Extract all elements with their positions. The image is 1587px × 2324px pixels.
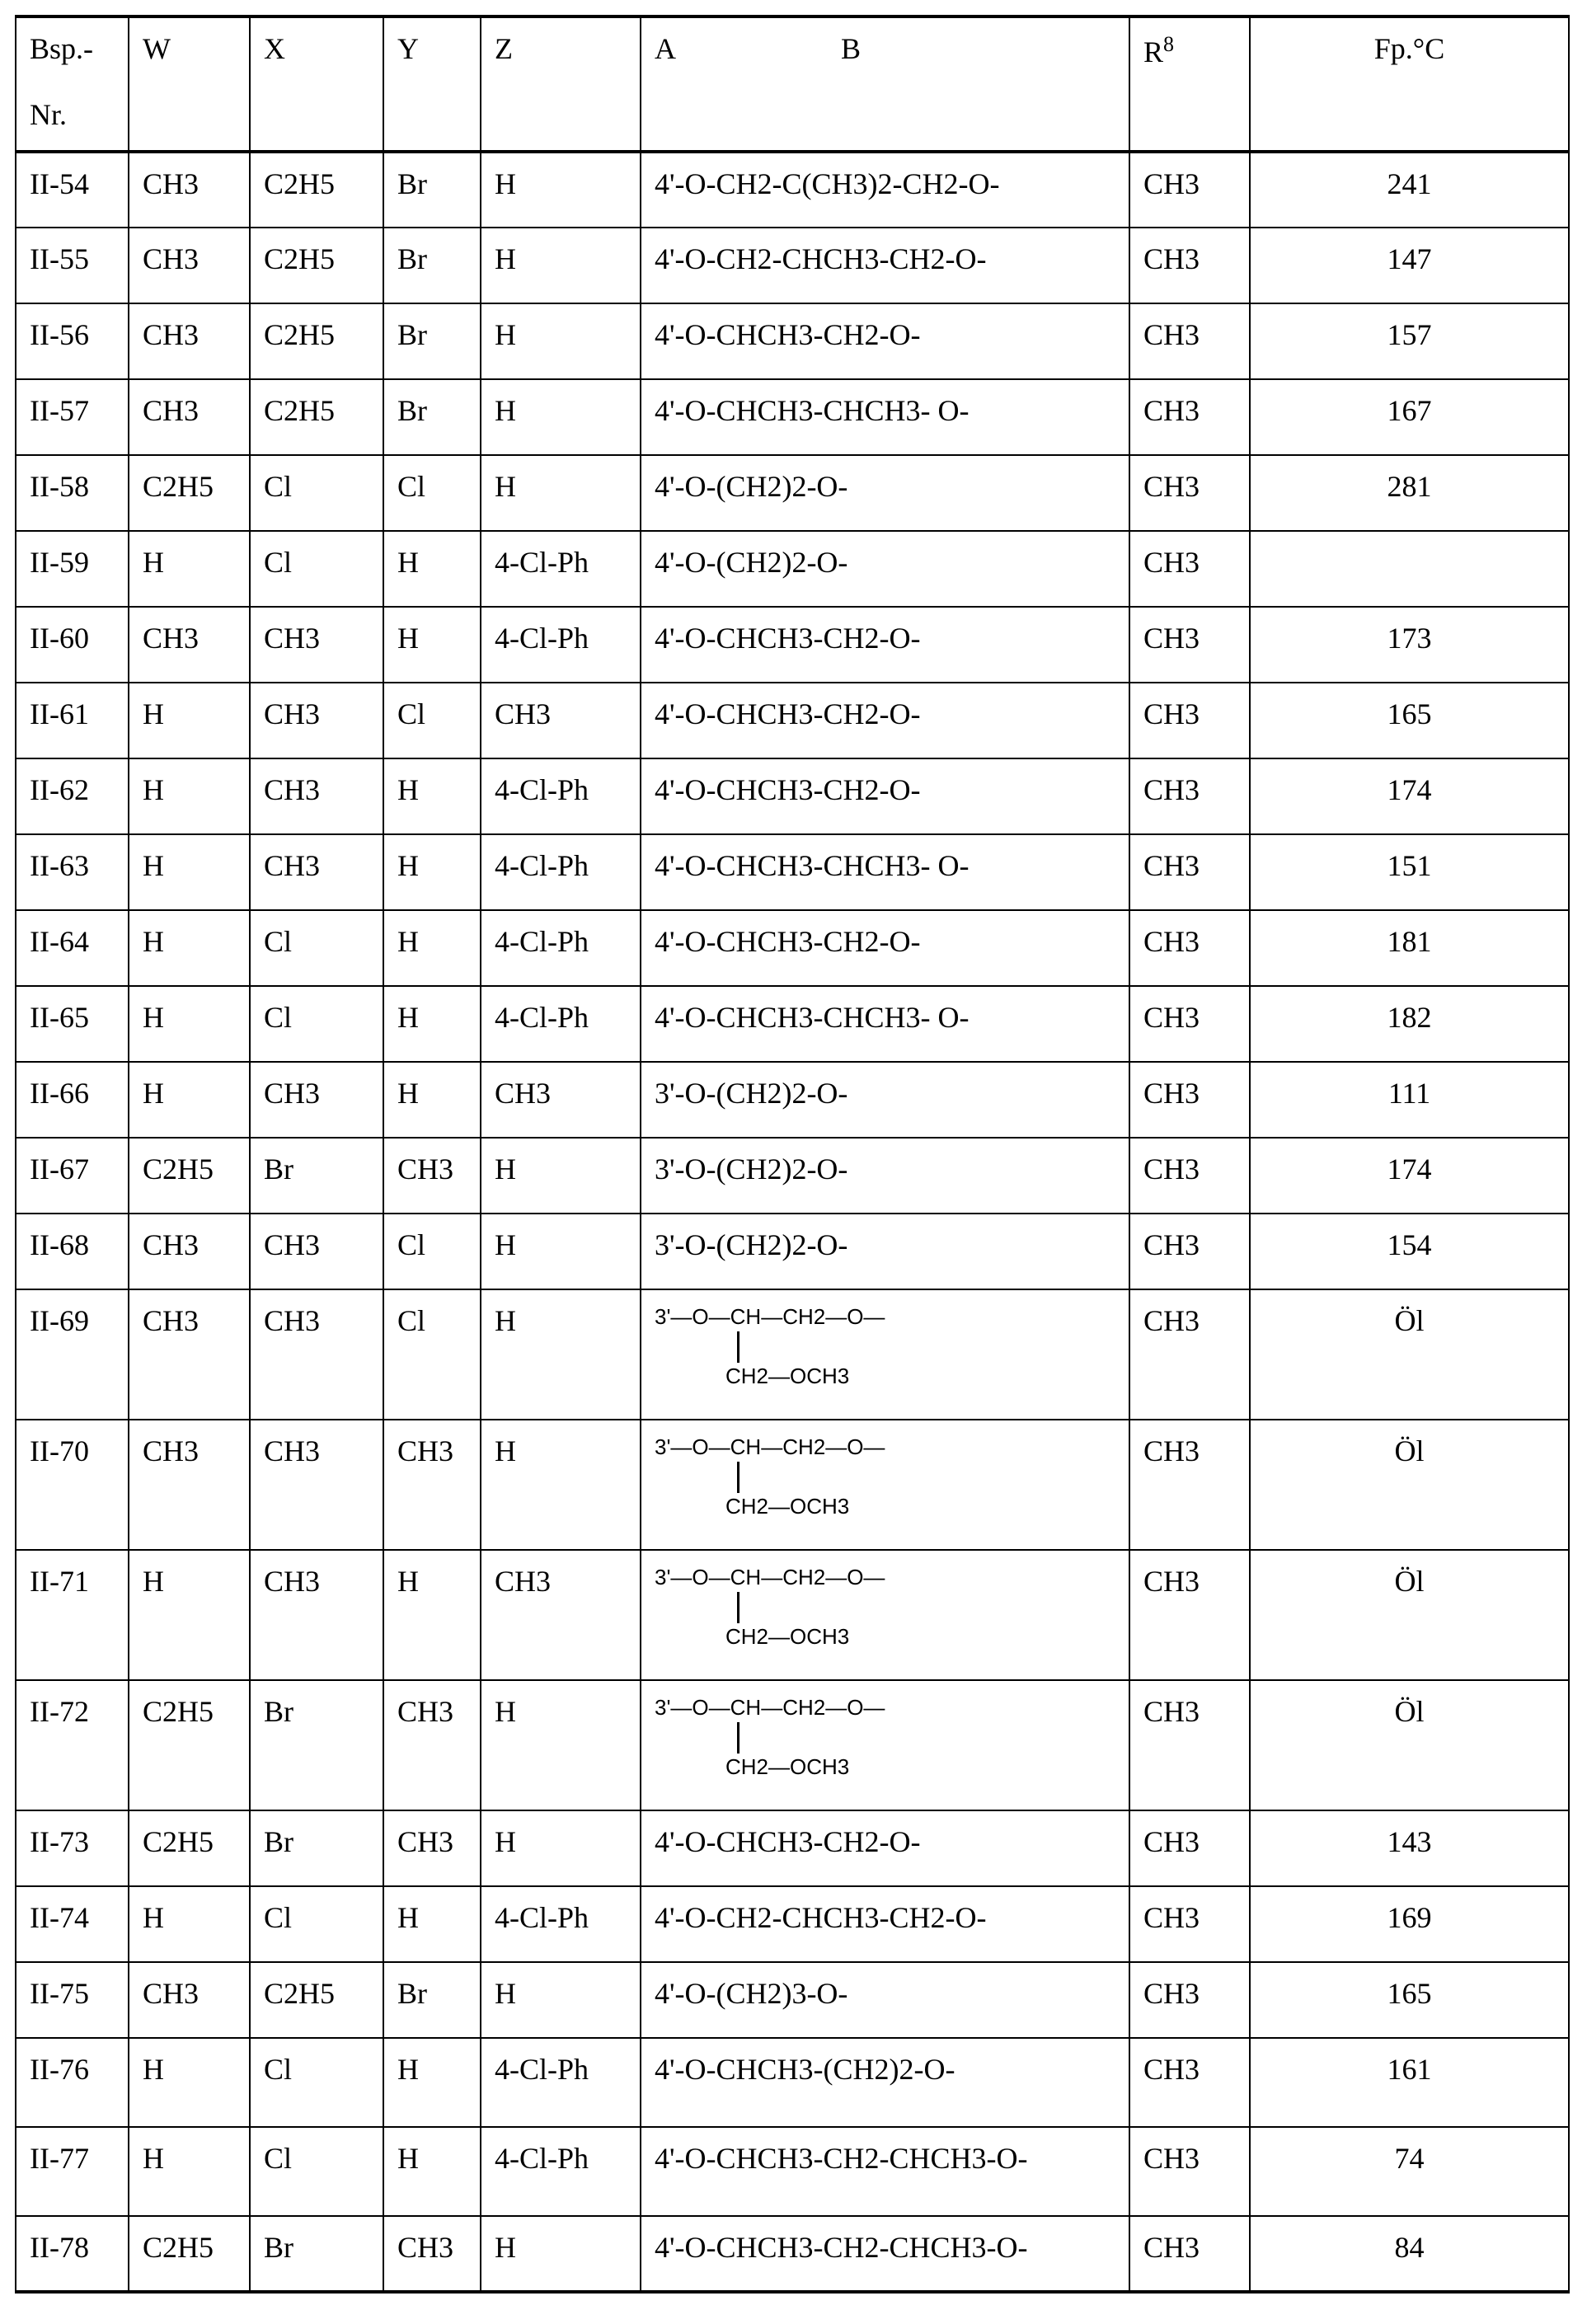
r8-cell: CH3 [1129,379,1250,455]
ab-cell [641,1420,1129,1550]
w-cell: H [129,986,250,1062]
x-cell: Cl [250,531,383,607]
y-cell: Cl [383,1289,481,1420]
structural-formula [655,1696,1129,1795]
bsp-nr-cell: II-65 [16,986,129,1062]
w-cell: C2H5 [129,2216,250,2292]
formula-main-chain: 3'—O—CH—CH2—O— [655,1566,885,1589]
formula-main-chain: 3'—O—CH—CH2—O— [655,1305,885,1329]
w-cell: C2H5 [129,1810,250,1886]
header-a: A [655,32,676,65]
r8-cell: CH3 [1129,2216,1250,2292]
ab-cell: 4'-O-CHCH3-CHCH3- O- [641,834,1129,910]
bsp-nr-cell: II-66 [16,1062,129,1138]
bsp-nr-cell: II-58 [16,455,129,531]
formula-main-chain: 3'—O—CH—CH2—O— [655,1696,885,1720]
bsp-nr-cell: II-61 [16,683,129,758]
z-cell: CH3 [481,683,641,758]
r8-cell: CH3 [1129,683,1250,758]
y-cell: CH3 [383,1138,481,1214]
w-cell: CH3 [129,379,250,455]
y-cell: H [383,607,481,683]
fp-cell: 174 [1250,1138,1569,1214]
bond-line [737,1462,740,1493]
bsp-nr-cell: II-60 [16,607,129,683]
table-row [16,1810,1569,1886]
x-cell: Cl [250,2038,383,2127]
table-row [16,1550,1569,1680]
z-cell: H [481,1214,641,1289]
x-cell: C2H5 [250,303,383,379]
r8-cell: CH3 [1129,986,1250,1062]
y-cell: CH3 [383,2216,481,2292]
header-bsp-nr [16,16,129,152]
y-cell: Br [383,152,481,228]
z-cell: 4-Cl-Ph [481,531,641,607]
z-cell: CH3 [481,1550,641,1680]
header-b: B [841,32,861,65]
w-cell: H [129,1550,250,1680]
z-cell: 4-Cl-Ph [481,910,641,986]
table-row [16,2038,1569,2127]
z-cell: H [481,455,641,531]
w-cell: CH3 [129,1214,250,1289]
z-cell: H [481,1420,641,1550]
table-row [16,379,1569,455]
y-cell: H [383,910,481,986]
r8-cell: CH3 [1129,531,1250,607]
z-cell: 4-Cl-Ph [481,986,641,1062]
w-cell: CH3 [129,152,250,228]
z-cell: H [481,2216,641,2292]
bsp-nr-cell: II-55 [16,228,129,303]
bsp-nr-cell: II-56 [16,303,129,379]
fp-cell: Öl [1250,1680,1569,1810]
table-row [16,683,1569,758]
ab-cell: 3'-O-(CH2)2-O- [641,1138,1129,1214]
x-cell: Cl [250,2127,383,2216]
z-cell: CH3 [481,1062,641,1138]
formula-side-chain: CH2—OCH3 [725,1755,849,1779]
ab-cell: 4'-O-CH2-CHCH3-CH2-O- [641,1886,1129,1962]
bsp-nr-cell: II-67 [16,1138,129,1214]
z-cell: H [481,1680,641,1810]
header-ab [641,16,1129,152]
fp-cell: 165 [1250,683,1569,758]
x-cell: CH3 [250,683,383,758]
structural-formula [655,1305,1129,1404]
header-x: X [250,16,383,152]
r8-cell: CH3 [1129,1420,1250,1550]
ab-cell: 4'-O-CHCH3-CH2-O- [641,303,1129,379]
table-row [16,834,1569,910]
x-cell: CH3 [250,1062,383,1138]
formula-side-chain: CH2—OCH3 [725,1364,849,1388]
w-cell: CH3 [129,303,250,379]
x-cell: Br [250,1138,383,1214]
r8-cell: CH3 [1129,1886,1250,1962]
fp-cell: 165 [1250,1962,1569,2038]
x-cell: Cl [250,986,383,1062]
header-r8 [1129,16,1250,152]
y-cell: H [383,834,481,910]
bsp-nr-cell: II-59 [16,531,129,607]
table-row [16,1420,1569,1550]
table-row [16,1138,1569,1214]
bsp-nr-cell: II-70 [16,1420,129,1550]
w-cell: CH3 [129,1420,250,1550]
z-cell: H [481,379,641,455]
fp-cell: 241 [1250,152,1569,228]
w-cell: H [129,531,250,607]
bond-line [737,1592,740,1623]
ab-cell: 4'-O-(CH2)2-O- [641,455,1129,531]
fp-cell: Öl [1250,1289,1569,1420]
r8-cell: CH3 [1129,607,1250,683]
structural-formula [655,1435,1129,1534]
z-cell: H [481,228,641,303]
w-cell: H [129,758,250,834]
x-cell: CH3 [250,1420,383,1550]
r8-cell: CH3 [1129,910,1250,986]
y-cell: H [383,986,481,1062]
x-cell: Cl [250,910,383,986]
fp-cell: 151 [1250,834,1569,910]
bsp-nr-cell: II-68 [16,1214,129,1289]
table-row [16,1680,1569,1810]
table-row [16,1289,1569,1420]
z-cell: 4-Cl-Ph [481,2038,641,2127]
ab-cell: 4'-O-CH2-C(CH3)2-CH2-O- [641,152,1129,228]
table-row [16,758,1569,834]
ab-cell [641,1289,1129,1420]
ab-cell: 3'-O-(CH2)2-O- [641,1214,1129,1289]
fp-cell: 169 [1250,1886,1569,1962]
formula-side-chain: CH2—OCH3 [725,1495,849,1519]
y-cell: Br [383,1962,481,2038]
fp-cell [1250,531,1569,607]
z-cell: 4-Cl-Ph [481,1886,641,1962]
header-nr: Nr. [30,99,128,132]
w-cell: CH3 [129,607,250,683]
w-cell: H [129,2038,250,2127]
x-cell: Br [250,1810,383,1886]
x-cell: CH3 [250,758,383,834]
table-row [16,2216,1569,2292]
y-cell: H [383,1886,481,1962]
y-cell: H [383,1550,481,1680]
table-row [16,1886,1569,1962]
z-cell: H [481,1962,641,2038]
bond-line [737,1722,740,1754]
y-cell: H [383,2038,481,2127]
ab-cell: 4'-O-CHCH3-CH2-CHCH3-O- [641,2127,1129,2216]
ab-cell [641,1550,1129,1680]
z-cell: 4-Cl-Ph [481,834,641,910]
ab-cell: 4'-O-CHCH3-CH2-O- [641,910,1129,986]
w-cell: C2H5 [129,455,250,531]
y-cell: H [383,1062,481,1138]
fp-cell: Öl [1250,1550,1569,1680]
x-cell: CH3 [250,834,383,910]
fp-cell: 74 [1250,2127,1569,2216]
bsp-nr-cell: II-63 [16,834,129,910]
bsp-nr-cell: II-57 [16,379,129,455]
z-cell: H [481,1138,641,1214]
bsp-nr-cell: II-78 [16,2216,129,2292]
y-cell: Br [383,379,481,455]
y-cell: Br [383,228,481,303]
fp-cell: 157 [1250,303,1569,379]
fp-cell: 173 [1250,607,1569,683]
ab-cell: 4'-O-CHCH3-CHCH3- O- [641,986,1129,1062]
r8-cell: CH3 [1129,152,1250,228]
structural-formula [655,1566,1129,1664]
ab-cell: 4'-O-CHCH3-CH2-O- [641,1810,1129,1886]
y-cell: Cl [383,1214,481,1289]
r8-cell: CH3 [1129,1810,1250,1886]
r8-cell: CH3 [1129,758,1250,834]
ab-cell [641,1680,1129,1810]
bsp-nr-cell: II-76 [16,2038,129,2127]
fp-cell: 182 [1250,986,1569,1062]
header-r: R [1143,35,1163,68]
r8-cell: CH3 [1129,1680,1250,1810]
table-row [16,1962,1569,2038]
z-cell: 4-Cl-Ph [481,758,641,834]
w-cell: H [129,2127,250,2216]
r8-cell: CH3 [1129,228,1250,303]
header-fp: Fp.°C [1250,16,1569,152]
r8-cell: CH3 [1129,1289,1250,1420]
w-cell: H [129,683,250,758]
header-bsp: Bsp.- [30,32,93,65]
x-cell: CH3 [250,1289,383,1420]
y-cell: H [383,531,481,607]
table-row [16,607,1569,683]
r8-cell: CH3 [1129,1550,1250,1680]
formula-side-chain: CH2—OCH3 [725,1625,849,1649]
y-cell: H [383,758,481,834]
table-row [16,2127,1569,2216]
w-cell: H [129,834,250,910]
x-cell: C2H5 [250,1962,383,2038]
ab-cell: 4'-O-(CH2)2-O- [641,531,1129,607]
y-cell: H [383,2127,481,2216]
bond-line [737,1331,740,1363]
r8-cell: CH3 [1129,455,1250,531]
x-cell: CH3 [250,1214,383,1289]
ab-cell: 4'-O-CHCH3-CHCH3- O- [641,379,1129,455]
z-cell: 4-Cl-Ph [481,2127,641,2216]
table-row [16,228,1569,303]
bsp-nr-cell: II-71 [16,1550,129,1680]
x-cell: CH3 [250,607,383,683]
y-cell: Cl [383,455,481,531]
r8-cell: CH3 [1129,2127,1250,2216]
w-cell: C2H5 [129,1138,250,1214]
x-cell: Cl [250,1886,383,1962]
r8-cell: CH3 [1129,1962,1250,2038]
y-cell: Br [383,303,481,379]
y-cell: Cl [383,683,481,758]
fp-cell: 143 [1250,1810,1569,1886]
x-cell: Br [250,2216,383,2292]
r8-cell: CH3 [1129,1062,1250,1138]
x-cell: CH3 [250,1550,383,1680]
ab-cell: 4'-O-CH2-CHCH3-CH2-O- [641,228,1129,303]
fp-cell: 167 [1250,379,1569,455]
fp-cell: 281 [1250,455,1569,531]
z-cell: H [481,1810,641,1886]
table-row [16,455,1569,531]
ab-cell: 4'-O-CHCH3-CH2-O- [641,607,1129,683]
bsp-nr-cell: II-62 [16,758,129,834]
ab-cell: 4'-O-CHCH3-CH2-O- [641,683,1129,758]
w-cell: C2H5 [129,1680,250,1810]
fp-cell: Öl [1250,1420,1569,1550]
fp-cell: 147 [1250,228,1569,303]
y-cell: CH3 [383,1680,481,1810]
fp-cell: 111 [1250,1062,1569,1138]
bsp-nr-cell: II-73 [16,1810,129,1886]
r8-cell: CH3 [1129,1214,1250,1289]
table-row [16,986,1569,1062]
bsp-nr-cell: II-54 [16,152,129,228]
ab-cell: 4'-O-CHCH3-(CH2)2-O- [641,2038,1129,2127]
ab-cell: 4'-O-CHCH3-CH2-CHCH3-O- [641,2216,1129,2292]
z-cell: 4-Cl-Ph [481,607,641,683]
w-cell: CH3 [129,228,250,303]
r8-cell: CH3 [1129,2038,1250,2127]
fp-cell: 174 [1250,758,1569,834]
bsp-nr-cell: II-74 [16,1886,129,1962]
table-row [16,303,1569,379]
z-cell: H [481,303,641,379]
x-cell: C2H5 [250,228,383,303]
bsp-nr-cell: II-75 [16,1962,129,2038]
header-y: Y [383,16,481,152]
ab-cell: 4'-O-(CH2)3-O- [641,1962,1129,2038]
x-cell: C2H5 [250,152,383,228]
ab-cell: 4'-O-CHCH3-CH2-O- [641,758,1129,834]
z-cell: H [481,1289,641,1420]
z-cell: H [481,152,641,228]
fp-cell: 161 [1250,2038,1569,2127]
bsp-nr-cell: II-77 [16,2127,129,2216]
w-cell: CH3 [129,1289,250,1420]
bsp-nr-cell: II-64 [16,910,129,986]
r8-cell: CH3 [1129,834,1250,910]
table-row [16,152,1569,228]
header-w: W [129,16,250,152]
w-cell: H [129,1886,250,1962]
table-row [16,1214,1569,1289]
x-cell: C2H5 [250,379,383,455]
table-row [16,531,1569,607]
w-cell: H [129,910,250,986]
header-z: Z [481,16,641,152]
bsp-nr-cell: II-72 [16,1680,129,1810]
fp-cell: 181 [1250,910,1569,986]
r8-cell: CH3 [1129,1138,1250,1214]
x-cell: Br [250,1680,383,1810]
fp-cell: 154 [1250,1214,1569,1289]
compound-table [15,15,1570,2293]
header-r8-superscript: 8 [1163,32,1174,56]
formula-main-chain: 3'—O—CH—CH2—O— [655,1435,885,1459]
table-row [16,1062,1569,1138]
y-cell: CH3 [383,1810,481,1886]
fp-cell: 84 [1250,2216,1569,2292]
w-cell: CH3 [129,1962,250,2038]
ab-cell: 3'-O-(CH2)2-O- [641,1062,1129,1138]
w-cell: H [129,1062,250,1138]
x-cell: Cl [250,455,383,531]
header-row [16,16,1569,152]
bsp-nr-cell: II-69 [16,1289,129,1420]
table-row [16,910,1569,986]
y-cell: CH3 [383,1420,481,1550]
r8-cell: CH3 [1129,303,1250,379]
